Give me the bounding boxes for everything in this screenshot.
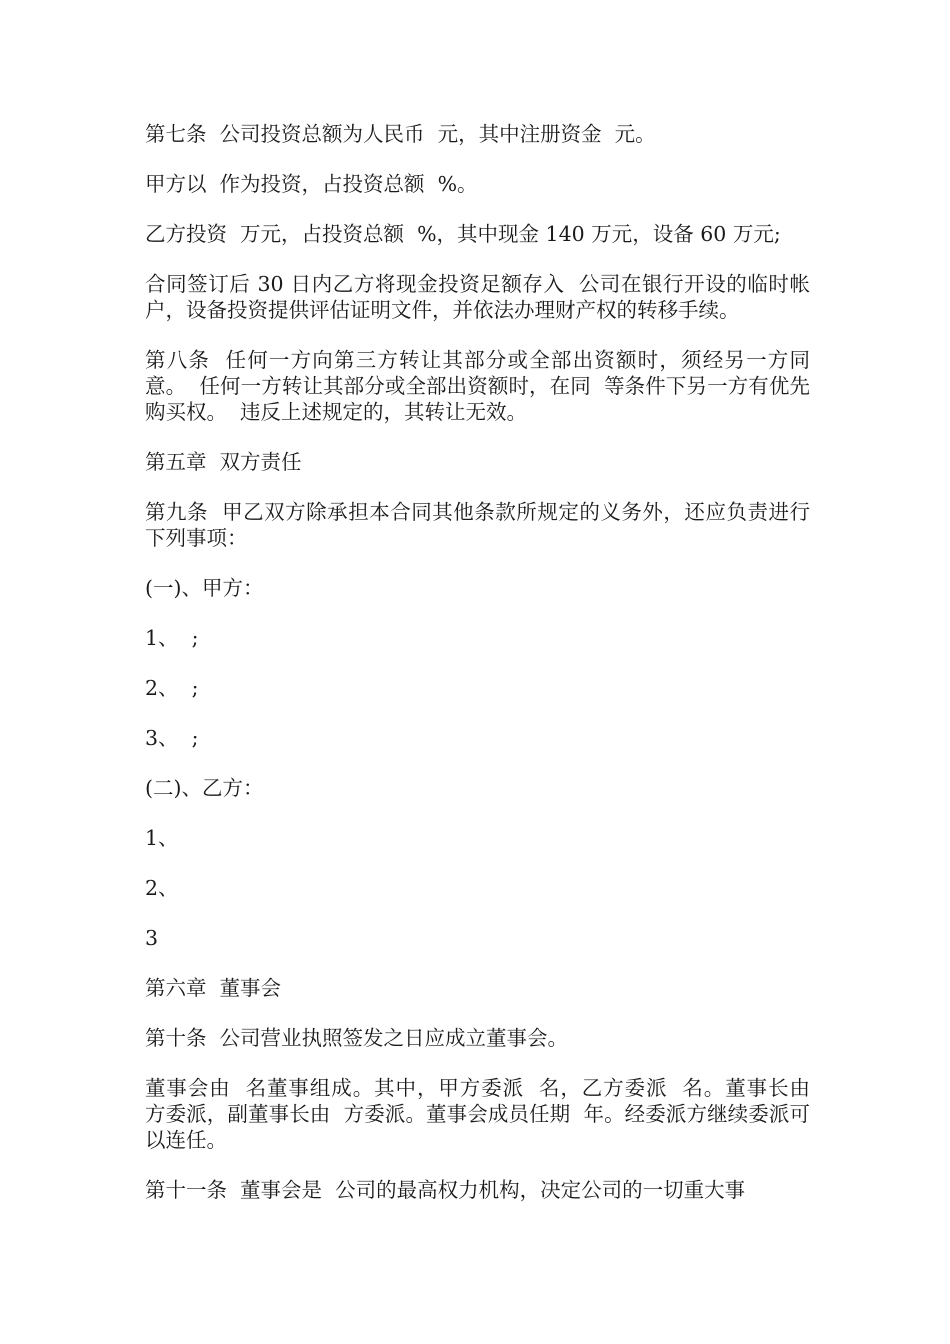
party-a-duty-3: 3、 ; [145,726,199,750]
party-b-duties-heading: (二)、乙方： [145,776,264,800]
article-9-paragraph: 第九条 甲乙双方除承担本合同其他条款所规定的义务外，还应负责进行下列事项： [145,500,810,550]
chapter-5-heading: 第五章 双方责任 [145,450,302,474]
party-b-duty-2: 2、 [145,876,179,900]
party-a-duty-1: 1、 ; [145,626,199,650]
party-b-duty-3: 3 [145,926,159,950]
party-b-duty-1: 1、 [145,826,179,850]
party-a-duty-2: 2、 ; [145,676,199,700]
deposit-terms-paragraph: 合同签订后 30 日内乙方将现金投资足额存入 公司在银行开设的临时帐户，设备投资提供评估证明文件，并依法办理财产权的转移手续。 [145,272,810,322]
board-composition-paragraph: 董事会由 名董事组成。其中，甲方委派 名，乙方委派 名。董事长由 方委派，副董事长由 方委派。董事会成员任期 年。经委派方继续委派可以连任。 [145,1076,824,1152]
party-a-duties-heading: (一)、甲方： [145,576,264,600]
document-page [145,121,824,1227]
article-11-paragraph: 第十一条 董事会是 公司的最高权力机构，决定公司的一切重大事 [145,1178,746,1202]
chapter-6-heading: 第六章 董事会 [145,976,282,1000]
article-10-paragraph: 第十条 公司营业执照签发之日应成立董事会。 [145,1026,569,1050]
party-a-investment-paragraph: 甲方以 作为投资，占投资总额 %。 [145,172,478,196]
article-7-paragraph: 第七条 公司投资总额为人民币 元，其中注册资金 元。 [145,122,656,146]
party-b-investment-paragraph: 乙方投资 万元，占投资总额 %，其中现金 140 万元，设备 60 万元; [145,222,781,246]
article-8-paragraph: 第八条 任何一方向第三方转让其部分或全部出资额时，须经另一方同意。 任何一方转让其部分或全部出资额时，在同 等条件下另一方有优先购买权。 违反上述规定的，其转让无效。 [145,348,810,424]
